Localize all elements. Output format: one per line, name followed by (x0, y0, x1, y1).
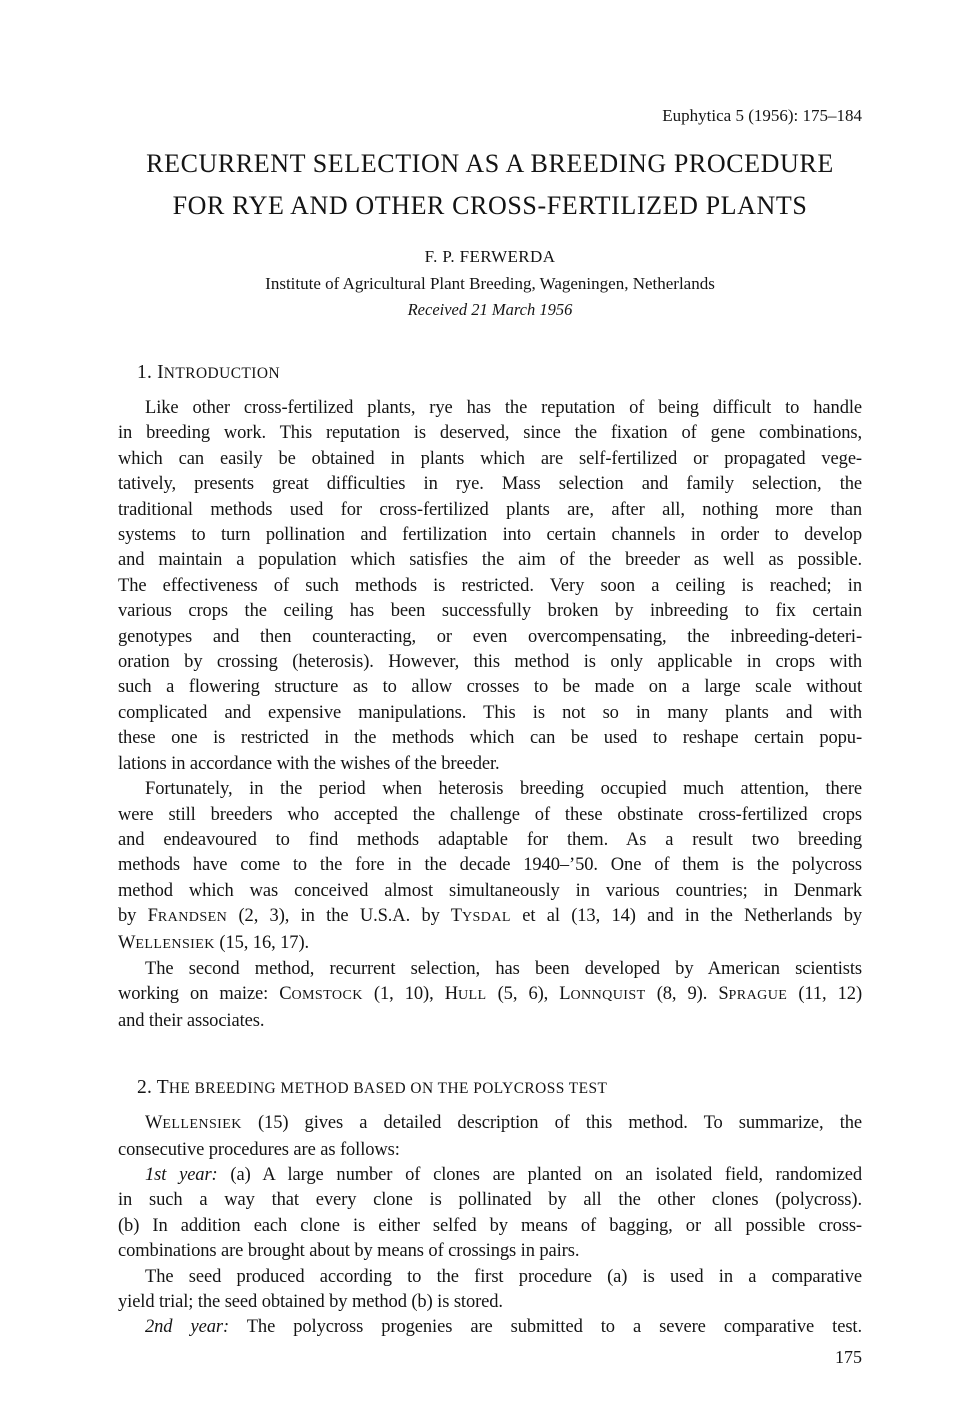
text-line: The second method, recurrent selection, has been developed by American scientists (145, 958, 862, 979)
text-line: consecutive procedures are as follows: (118, 1139, 400, 1160)
text-line: lations in accordance with the wishes of the breeder. (118, 753, 500, 774)
paragraph (118, 777, 862, 957)
text-line: and their associates. (118, 1010, 265, 1031)
text-line: 1st year: (a) A large number of clones are planted on an isolated field, randomized (145, 1164, 862, 1185)
text-line: and maintain a population which satisfies the aim of the breeder as well as possible. (118, 550, 862, 571)
text-line: traditional methods used for cross-fertilized plants are, after all, nothing more than (118, 499, 862, 520)
page-number: 175 (835, 1346, 862, 1367)
text-line: which can easily be obtained in plants which are self-fertilized or propagated vege- (118, 448, 862, 469)
paper-title (118, 143, 862, 227)
section-heading-introduction: 1. INTRODUCTION (137, 362, 281, 383)
text-line: and endeavoured to find methods adaptable for them. As a result two breeding (118, 829, 862, 850)
paragraph (118, 1265, 862, 1316)
journal-reference: Euphytica 5 (1956): 175–184 (662, 106, 862, 125)
paragraph (118, 957, 862, 1034)
text-line: The seed produced according to the first procedure (a) is used in a comparative (145, 1266, 862, 1287)
text-line: in breeding work. This reputation is deserved, since the fixation of gene combinations, (118, 423, 862, 444)
text-line: Fortunately, in the period when heterosis breeding occupied much attention, there (145, 779, 862, 800)
text-line: such a flowering structure as to allow crosses to be made on a large scale without (118, 677, 862, 698)
text-line: by FRANDSEN (2, 3), in the U.S.A. by TYSDAL et al (13, 14) and in the Netherlands by (118, 906, 863, 927)
text-line: yield trial; the seed obtained by method (b) is stored. (118, 1292, 503, 1312)
text-line: were still breeders who accepted the challenge of these obstinate cross-fertilized crops (118, 804, 862, 825)
paragraph (118, 1315, 862, 1340)
paper-title-line-1: RECURRENT SELECTION AS A BREEDING PROCEDURE (146, 149, 834, 178)
text-line: (b) In addition each clone is either selfed by means of bagging, or all possible cross- (118, 1215, 862, 1236)
paragraph (118, 1111, 862, 1163)
author-affiliation: Institute of Agricultural Plant Breeding, Wageningen, Netherlands (265, 274, 715, 293)
text-line: in such a way that every clone is pollinated by all the other clones (polycross). (118, 1190, 862, 1211)
received-date: Received 21 March 1956 (407, 300, 573, 319)
text-line: WELLENSIEK (15) gives a detailed description of this method. To summarize, the (145, 1113, 862, 1134)
section-heading-polycross-method: 2. THE BREEDING METHOD BASED ON THE POLYCROSS TEST (137, 1077, 608, 1099)
text-line: method which was conceived almost simultaneously in various countries; in Denmark (118, 880, 862, 901)
page-content (118, 0, 862, 1368)
text-line: tatively, presents great difficulties in rye. Mass selection and family selection, the (118, 474, 862, 495)
paragraph (118, 396, 862, 777)
text-line: complicated and expensive manipulations. This is not so in many plants and with (118, 702, 862, 723)
text-line: various crops the ceiling has been successfully broken by inbreeding to fix certain (118, 601, 862, 622)
text-line: 2nd year: The polycross progenies are submitted to a severe comparative test. (145, 1317, 862, 1338)
text-line: systems to turn pollination and fertilization into certain channels in order to develop (118, 525, 862, 546)
paper-title-line-2: FOR RYE AND OTHER CROSS-FERTILIZED PLANTS (172, 191, 808, 220)
text-line: WELLENSIEK (15, 16, 17). (118, 932, 310, 953)
text-line: The effectiveness of such methods is restricted. Very soon a ceiling is reached; in (118, 575, 862, 596)
text-line: genotypes and then counteracting, or even overcompensating, the inbreeding-deteri- (118, 626, 862, 647)
text-line: oration by crossing (heterosis). However, this method is only applicable in crops with (118, 652, 862, 673)
text-line: combinations are brought about by means of crossings in pairs. (118, 1241, 580, 1262)
text-line: Like other cross-fertilized plants, rye has the reputation of being difficult to handle (145, 398, 862, 418)
author-name: F. P. FERWERDA (424, 247, 556, 266)
text-line: methods have come to the fore in the decade 1940–’50. One of them is the polycross (118, 855, 862, 876)
paragraph (118, 1163, 862, 1265)
text-line: these one is restricted in the methods which can be used to reshape certain popu- (118, 728, 862, 749)
text-line: working on maize: COMSTOCK (1, 10), HULL (5, 6), LONNQUIST (8, 9). SPRAGUE (11, 12) (118, 984, 862, 1005)
